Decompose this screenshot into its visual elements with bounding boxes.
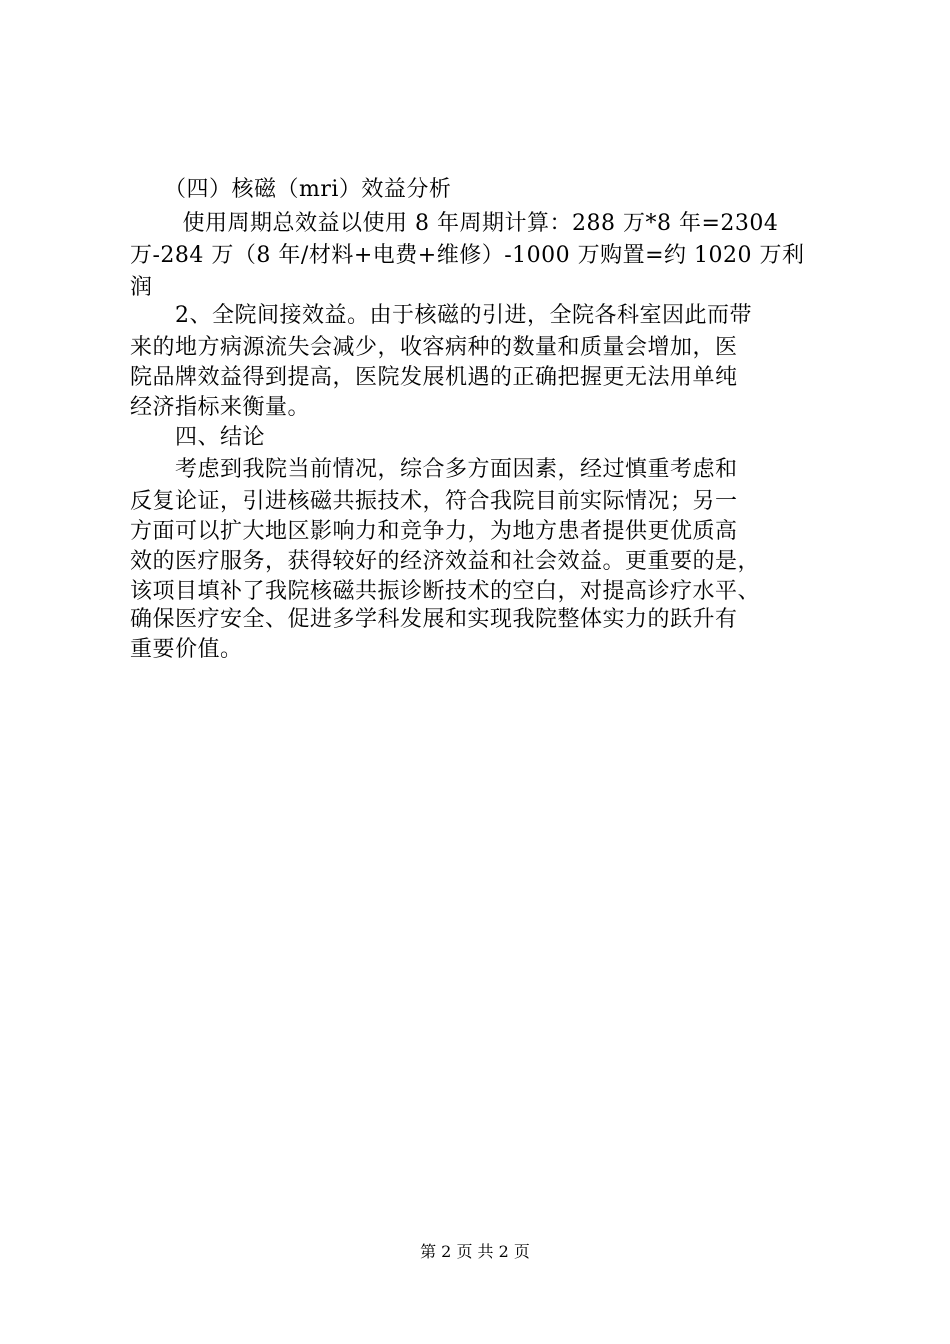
section-heading-mri-benefit: （四）核磁（mri）效益分析 <box>130 177 452 202</box>
paragraph-line: 使用周期总效益以使用 8 年周期计算：288 万*8 年=2304 <box>130 211 779 236</box>
paragraph-line: 该项目填补了我院核磁共振诊断技术的空白，对提高诊疗水平、 <box>130 579 761 604</box>
paragraph-line: 考虑到我院当前情况，综合多方面因素，经过慎重考虑和 <box>130 457 738 482</box>
paragraph-line: 润 <box>130 275 153 300</box>
paragraph-line: 反复论证，引进核磁共振技术，符合我院目前实际情况；另一 <box>130 489 738 514</box>
paragraph-line: 来的地方病源流失会减少，收容病种的数量和质量会增加，医 <box>130 335 738 360</box>
paragraph-line: 确保医疗安全、促进多学科发展和实现我院整体实力的跃升有 <box>130 607 738 632</box>
paragraph-line: 重要价值。 <box>130 637 243 662</box>
paragraph-line: 万-284 万（8 年/材料+电费+维修）-1000 万购置=约 1020 万利 <box>130 243 805 268</box>
page-number-footer: 第 2 页 共 2 页 <box>420 1242 530 1261</box>
paragraph-line: 2、全院间接效益。由于核磁的引进，全院各科室因此而带 <box>130 303 752 328</box>
paragraph-line: 院品牌效益得到提高，医院发展机遇的正确把握更无法用单纯 <box>130 365 738 390</box>
section-heading-conclusion: 四、结论 <box>130 425 266 450</box>
paragraph-line: 效的医疗服务，获得较好的经济效益和社会效益。更重要的是， <box>130 549 761 574</box>
paragraph-line: 经济指标来衡量。 <box>130 395 311 420</box>
paragraph-line: 方面可以扩大地区影响力和竞争力，为地方患者提供更优质高 <box>130 519 738 544</box>
